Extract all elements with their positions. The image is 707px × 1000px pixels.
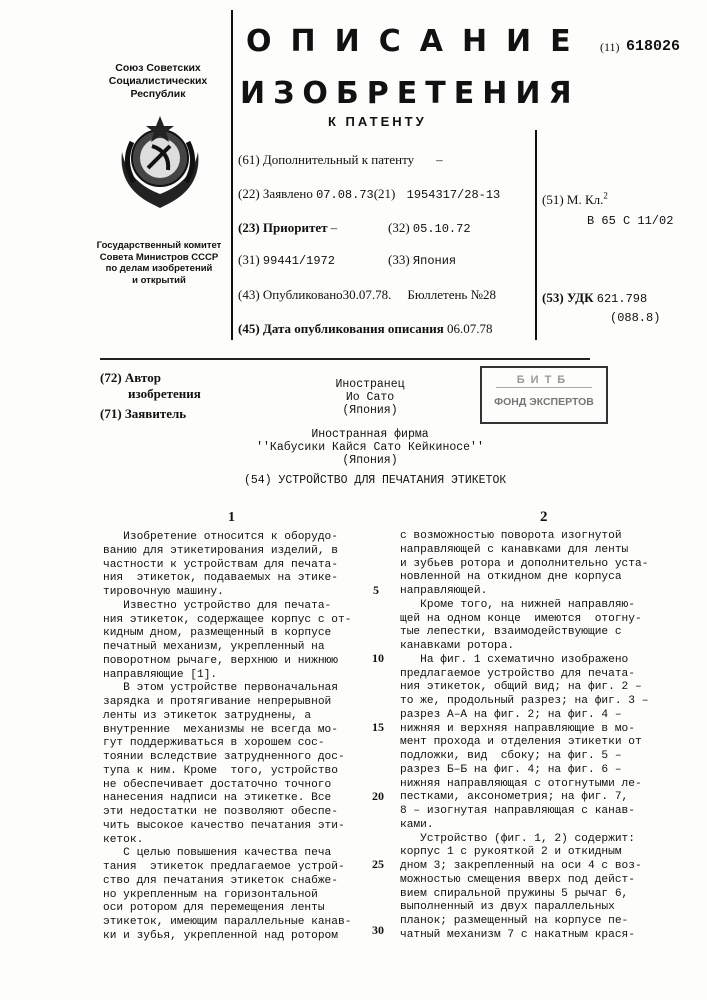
f31-label: (31)	[238, 252, 260, 267]
stamp-top: БИТБ	[496, 374, 592, 388]
divider	[100, 358, 590, 360]
f53-label: (53) УДК	[542, 290, 594, 305]
divider	[535, 130, 537, 340]
committee-name	[84, 240, 234, 286]
f32-label: (32)	[388, 220, 410, 235]
f21-label: (21)	[374, 186, 396, 201]
f33-value: Япония	[413, 254, 456, 268]
author	[300, 378, 440, 417]
f32-value: 05.10.72	[413, 222, 471, 236]
line-number: 25	[372, 857, 384, 871]
applicant-line: ''Кабусики Кайся Сато Кейкиносе''	[250, 441, 490, 454]
committee-line: и открытий	[84, 275, 234, 287]
f45-value: 06.07.78	[447, 321, 493, 336]
applicant	[250, 428, 490, 467]
stamp-bottom: ФОНД ЭКСПЕРТОВ	[482, 396, 606, 408]
f43-value: 30.07.78.	[343, 287, 392, 302]
country-name	[88, 62, 228, 101]
author-line: Ио Сато	[300, 391, 440, 404]
f71-label: (71) Заявитель	[100, 406, 186, 421]
f23-label: (23) Приоритет	[238, 220, 328, 235]
f72-label: (72) Автор	[100, 370, 161, 385]
f23-value: –	[331, 220, 338, 235]
f53-value2: (088.8)	[610, 311, 660, 325]
f43-label: (43) Опубликовано	[238, 287, 343, 302]
f22-label: (22) Заявлено	[238, 186, 313, 201]
f21-value: 1954317/28-13	[407, 188, 501, 202]
invention-title: (54) УСТРОЙСТВО ДЛЯ ПЕЧАТАНИЯ ЭТИКЕТОК	[244, 474, 506, 487]
doc-title-line2: ИЗОБРЕТЕНИЯ	[240, 78, 580, 110]
f61-value: –	[436, 152, 443, 167]
column-number-2: 2	[540, 509, 548, 526]
applicant-line: Иностранная фирма	[250, 428, 490, 441]
f61-label: (61) Дополнительный к патенту	[238, 152, 414, 167]
f51-sup: 2	[603, 191, 608, 201]
number-code: (11)	[600, 40, 620, 55]
committee-line: по делам изобретений	[84, 263, 234, 275]
doc-subtitle: К ПАТЕНТУ	[328, 114, 427, 129]
author-line: Иностранец	[300, 378, 440, 391]
line-number: 20	[372, 789, 384, 803]
text-column-2: с возможностью поворота изогнутой направляющей с канавками для ленты и зубьев ротора и дополнительно уста- новленной на откидном дне корпуса направляющей. Кроме того, на нижней направляю- щей на одном конце имеются отогну- тые лепестки, взаимодействующие с канавками ротора. На фиг. 1 схематично изображено предлагаемое устройство для печата- ния этикеток, общий вид; на фиг. 2 – то же, продольный разрез; на фиг. 3 – разрез А–А на фиг. 2; на фиг. 4 – нижняя и верхняя направляющие в мо- мент прохода и отделения этикетки от подложки, вид сбоку; на фиг. 5 – разрез Б–Б на фиг. 4; на фиг. 6 – нижняя направляющая с отогнутыми ле- пестками, аксонометрия; на фиг. 7, 8 – изогнутая направляющая с канав- ками. Устройство (фиг. 1, 2) содержит: корпус 1 с рукояткой 2 и откидным дном 3; закрепленный на оси 4 с воз- можностью смещения вверх под дейст- вием спиральной пружины 5 рычаг 6, выполненный из двух параллельных планок; размещенный на корпусе пе- чатный механизм 7 с накатным крася-	[400, 530, 648, 943]
f51-label: (51) М. Кл.	[542, 192, 603, 207]
applicant-line: (Япония)	[250, 454, 490, 467]
doc-title-line1: ОПИСАНИЕ	[246, 26, 590, 58]
bulletin: Бюллетень №28	[407, 287, 496, 302]
country-line: Союз Советских	[88, 62, 228, 75]
line-number: 5	[373, 583, 379, 597]
library-stamp	[480, 366, 608, 424]
committee-line: Совета Министров СССР	[84, 252, 234, 264]
patent-page	[0, 0, 707, 1000]
line-number: 30	[372, 923, 384, 937]
state-emblem-icon	[112, 112, 208, 212]
country-line: Социалистических	[88, 75, 228, 88]
f72-label2: изобретения	[128, 386, 201, 401]
f33-label: (33)	[388, 252, 410, 267]
f22-value: 07.08.73	[316, 188, 374, 202]
f51-value: B 65 C 11/02	[587, 214, 673, 228]
f45-label: (45) Дата опубликования описания	[238, 321, 444, 336]
patent-number: 618026	[626, 38, 680, 55]
country-line: Республик	[88, 88, 228, 101]
author-line: (Япония)	[300, 404, 440, 417]
committee-line: Государственный комитет	[84, 240, 234, 252]
text-column-1: Изобретение относится к оборудо- ванию для этикетирования изделий, в частности к устройствам для печата- ния этикеток, подаваемых на этике- тировочную машину. Известно устройство для печата- ния этикеток, содержащее корпус с от- кидным дном, размещенный в корпусе печатный механизм, укрепленный на поворотном рычаге, верхнюю и нижнюю направляющие [1]. В этом устройстве первоначальная зарядка и протягивание непрерывной ленты из этикеток затруднены, а внутренние механизмы не всегда мо- гут поддерживаться в хорошем сос- тоянии вследствие затрудненного дос- тупа к ним. Кроме того, устройство не обеспечивает достаточно точного нанесения надписи на этикетке. Все эти недостатки не позволяют обеспе- чить высокое качество печатания эти- кеток. С целью повышения качества печа тания этикеток предлагаемое устрой- ство для печатания этикеток снабже- но укрепленным на горизонтальной оси ротором для перемещения ленты этикеток, имеющим параллельные канав- ки и зубья, укрепленной над ротором	[103, 531, 351, 944]
f31-value: 99441/1972	[263, 254, 335, 268]
f53-value: 621.798	[597, 292, 647, 306]
line-number: 10	[372, 651, 384, 665]
column-number-1: 1	[228, 510, 235, 526]
divider	[231, 10, 233, 340]
line-number: 15	[372, 720, 384, 734]
